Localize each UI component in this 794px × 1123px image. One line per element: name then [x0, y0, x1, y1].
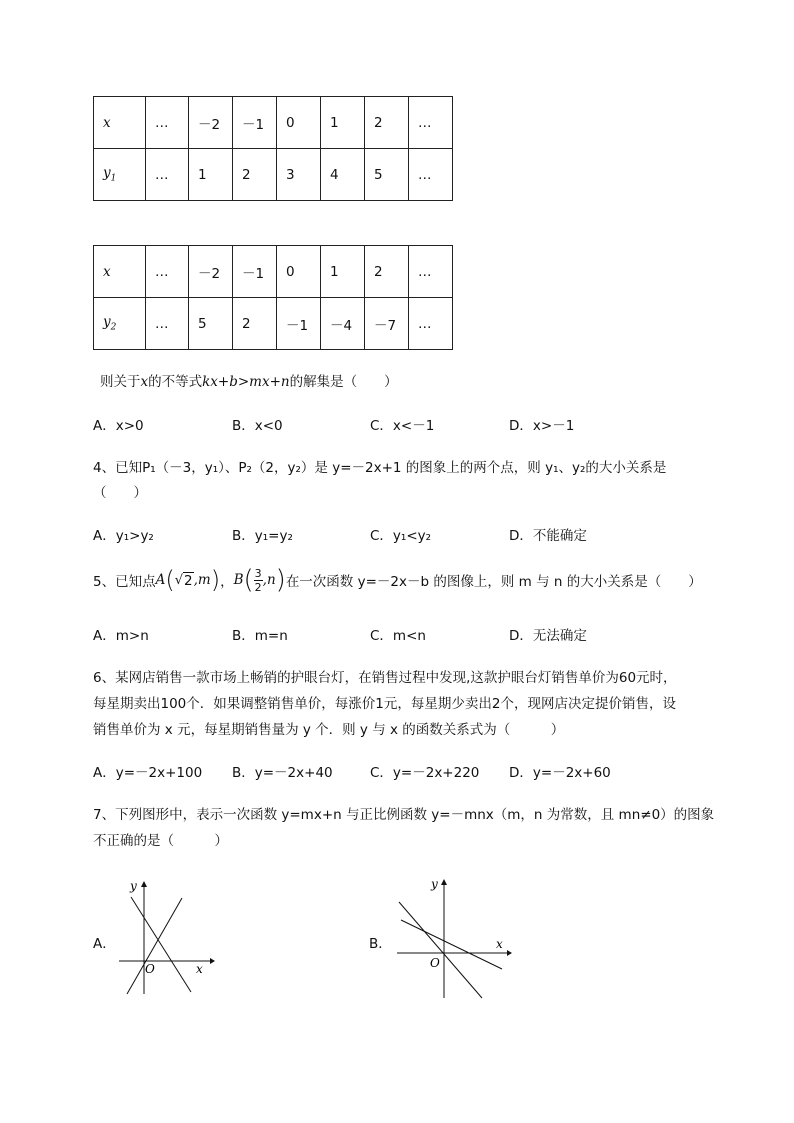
table1-cell: －2 [189, 97, 233, 149]
q6-stem-line1: 6、某网店销售一款市场上畅销的护眼台灯，在销售过程中发现,这款护眼台灯销售单价为60元时， [93, 670, 677, 686]
value-table-y1 [93, 96, 453, 201]
q5-frac-den: 2 [254, 580, 262, 594]
graph-a-line-2 [131, 897, 191, 992]
q5-stem [93, 562, 702, 598]
q6-option-d: D．y=－2x+60 [509, 765, 611, 781]
q7-graph-a-label: A． [93, 936, 116, 952]
q5-paren-close-b: ) [275, 565, 286, 595]
table1-cell: 0 [277, 97, 321, 149]
q6-stem-line3: 销售单价为 x 元，每星期销售量为 y 个．则 y 与 x 的函数关系式为（ ） [93, 722, 565, 738]
graph-a-y-label: y [130, 879, 137, 893]
q3-option-d: D．x>－1 [509, 418, 575, 434]
graph-a-y-arrow-icon [141, 881, 147, 887]
q4-option-c: C．y₁<y₂ [370, 528, 432, 544]
table2-cell: … [146, 246, 189, 298]
table1-cell: … [146, 149, 189, 201]
q7-graph-b-label: B． [369, 936, 392, 952]
table1-cell: 1 [321, 97, 365, 149]
table2-cell: －1 [233, 246, 277, 298]
q5-option-b: B．m=n [232, 628, 288, 644]
q7-graph-b [393, 872, 518, 1002]
value-table-y2 [93, 245, 453, 350]
table2-cell: 0 [277, 246, 321, 298]
table1-cell: 2 [365, 97, 409, 149]
table1-cell: 3 [277, 149, 321, 201]
table1-cell: … [409, 97, 453, 149]
table2-cell: … [409, 246, 453, 298]
q5-fraction [254, 567, 263, 594]
table2-cell: －7 [365, 298, 409, 350]
table1-cell: －1 [233, 97, 277, 149]
q5-prefix: 5、已知点 [93, 574, 156, 590]
table2-cell: … [146, 298, 189, 350]
q4-option-b: B．y₁=y₂ [232, 528, 293, 544]
table2-y-letter: y [103, 314, 111, 331]
table2-cell: －4 [321, 298, 365, 350]
table1-y-letter: y [103, 165, 111, 182]
q5-option-a: A．m>n [93, 628, 149, 644]
table2-cell: … [409, 298, 453, 350]
q6-stem-line2: 每星期卖出100个．如果调整销售单价，每涨价1元，每星期少卖出2个，现网店决定提价销售，设 [93, 696, 676, 712]
q7-graph-a [115, 872, 215, 997]
graph-a-line-1 [127, 898, 182, 994]
q5-frac-num: 3 [254, 566, 262, 580]
graph-b-x-arrow-icon [507, 950, 512, 956]
graph-a-x-label: x [196, 962, 203, 976]
graph-b-line-2 [401, 920, 502, 969]
table2-cell: 2 [233, 298, 277, 350]
table2-x-label: x [94, 246, 146, 298]
q5-sqrt-sign: √ [174, 572, 184, 588]
table1-cell: … [146, 97, 189, 149]
q4-stem-line1: 4、已知P₁（－3，y₁）、P₂（2，y₂）是 y=－2x+1 的图象上的两个点，则 y₁、y₂的大小关系是 [93, 460, 667, 476]
q3-stem-pre: 则关于 [100, 374, 141, 390]
q5-sqrt-arg: 2 [184, 572, 193, 589]
q3-stem-mid: 的不等式 [148, 374, 203, 390]
q6-option-a: A．y=－2x+100 [93, 765, 203, 781]
graph-b-y-arrow-icon [441, 879, 447, 885]
q5-option-d: D．无法确定 [509, 628, 587, 644]
q5-a-second: ,m [193, 572, 211, 588]
q3-var-x: x [140, 374, 149, 390]
q5-paren-open-b: ( [243, 565, 254, 595]
graph-b-origin-label: O [430, 956, 440, 970]
q5-paren-close: ) [210, 566, 221, 594]
q3-inequality: kx+b>mx+n [202, 374, 290, 390]
graph-b-x-label: x [496, 937, 503, 951]
q4-option-d: D．不能确定 [509, 528, 587, 544]
q3-stem [100, 370, 398, 390]
q5-paren-open: ( [165, 566, 175, 594]
q4-stem-line2: （ ） [93, 485, 147, 501]
table1-cell: 5 [365, 149, 409, 201]
table2-cell: －2 [189, 246, 233, 298]
q6-option-c: C．y=－2x+220 [370, 765, 480, 781]
table1-cell: 4 [321, 149, 365, 201]
table2-cell: 1 [321, 246, 365, 298]
table1-cell: 2 [233, 149, 277, 201]
q5-b-second: ,n [262, 572, 276, 588]
q7-stem-line1: 7、下列图形中，表示一次函数 y=mx+n 与正比例函数 y=－mnx（m，n 为常数，且 mn≠0）的图象 [93, 807, 715, 823]
table1-y-subscript: 1 [110, 173, 117, 184]
q5-suffix: 在一次函数 y=－2x－b 的图像上，则 m 与 n 的大小关系是（ ） [285, 574, 702, 590]
graph-b-line-1 [399, 902, 482, 998]
q3-stem-post: 的解集是（ ） [289, 374, 398, 390]
table2-y2-label [94, 298, 146, 350]
table2-cell: 2 [365, 246, 409, 298]
q5-point-a: A [155, 572, 166, 588]
graph-b-y-label: y [431, 877, 438, 891]
q6-option-b: B．y=－2x+40 [232, 765, 333, 781]
table1-x-label: x [94, 97, 146, 149]
table1-cell: 1 [189, 149, 233, 201]
table1-y1-label [94, 149, 146, 201]
q3-option-c: C．x<－1 [370, 418, 435, 434]
q4-option-a: A．y₁>y₂ [93, 528, 154, 544]
graph-a-origin-label: O [145, 962, 155, 976]
graph-a-x-arrow-icon [210, 958, 215, 964]
q5-point-b: B [233, 572, 244, 588]
table2-cell: 5 [189, 298, 233, 350]
q3-option-a: A．x>0 [93, 418, 144, 434]
q3-option-b: B．x<0 [232, 418, 283, 434]
table2-y-subscript: 2 [110, 322, 117, 333]
q7-stem-line2: 不正确的是（ ） [93, 833, 228, 849]
q5-sep: ， [220, 574, 234, 590]
table2-cell: －1 [277, 298, 321, 350]
q5-option-c: C．m<n [370, 628, 426, 644]
table1-cell: … [409, 149, 453, 201]
